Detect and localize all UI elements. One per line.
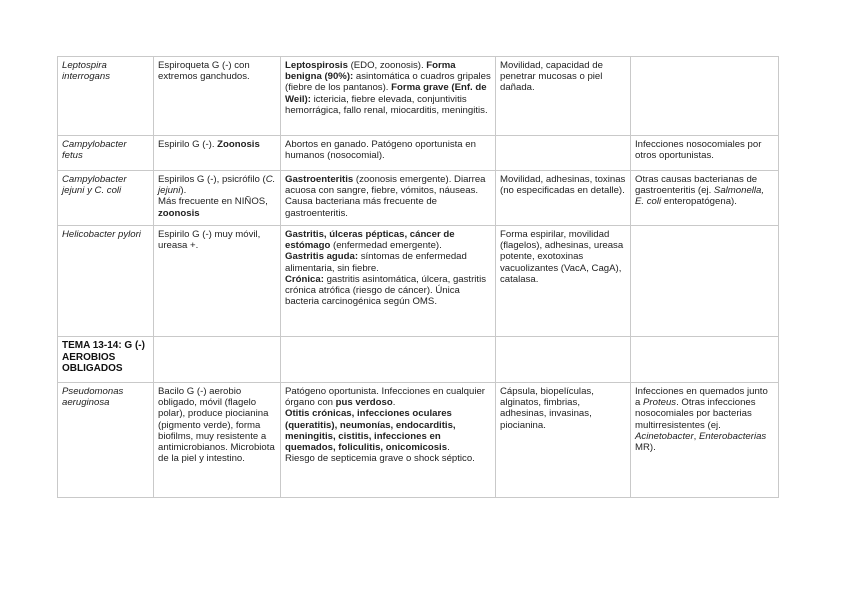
text-run: Bacilo G (-) aerobio obligado, móvil (flagelo polar), produce piocianina (pigmento verde), forma biofilms, muy resistente a antimicrobianos. Microbiota de la piel y intestino.: [158, 386, 275, 465]
table-row: [58, 136, 779, 171]
text-run: Espirilos G (-), psicrófilo (: [158, 174, 266, 185]
table-row: [58, 57, 779, 136]
text-line: [62, 139, 149, 161]
organism-cell: [58, 383, 154, 498]
text-line: [285, 386, 491, 408]
table-row: [58, 171, 779, 226]
empty-cell: [631, 337, 779, 383]
text-line: [285, 229, 491, 251]
text-line: [62, 60, 149, 82]
text-run: .: [392, 397, 396, 409]
text-run: Patógeno oportunista. Infecciones en cualquier órgano con: [285, 386, 486, 409]
text-line: [500, 229, 626, 285]
organism-cell: [58, 136, 154, 171]
bold-text: zoonosis: [158, 207, 200, 219]
italic-text: Campylobacter jejuni y C. coli: [62, 174, 127, 197]
italic-text: Salmonella, E. coli: [635, 185, 765, 208]
bold-text: Gastritis, úlceras pépticas, cáncer de estómago: [285, 229, 455, 252]
text-run: Otras causas bacterianas de gastroenteritis (ej.: [635, 174, 758, 197]
table-body: [58, 57, 779, 498]
text-line: [285, 139, 491, 161]
text-line: [500, 60, 626, 94]
text-run: síntomas de enfermedad alimentaria, sin fiebre.: [285, 251, 467, 274]
text-line: [500, 386, 626, 431]
notes-cell: [631, 136, 779, 171]
italic-text: Leptospira interrogans: [62, 60, 110, 83]
section-header-row: [58, 337, 779, 383]
text-line: [158, 174, 276, 196]
text-run: gastritis asintomática, úlcera, gastritis crónica atrófica (riesgo de cáncer). Única bacteria carcinogénica según OMS.: [285, 273, 487, 308]
organism-cell: [58, 57, 154, 136]
text-run: Infecciones nosocomiales por otros oportunistas.: [635, 139, 762, 162]
text-line: [62, 174, 149, 196]
text-run: Riesgo de septicemia grave o shock séptico.: [285, 453, 475, 465]
virulence-cell: [496, 57, 631, 136]
virulence-cell: [496, 226, 631, 337]
text-line: [62, 229, 149, 240]
italic-text: Acinetobacter: [635, 430, 694, 442]
text-line: [158, 139, 276, 150]
text-run: Abortos en ganado. Patógeno oportunista en humanos (nosocomial).: [285, 139, 476, 162]
text-line: [285, 453, 491, 464]
disease-cell: [281, 57, 496, 136]
empty-cell: [154, 337, 281, 383]
text-run: ,: [693, 430, 700, 442]
bold-text: Crónica:: [285, 273, 324, 285]
disease-cell: [281, 226, 496, 337]
text-line: [285, 174, 491, 219]
disease-cell: [281, 383, 496, 498]
text-run: (zoonosis emergente). Diarrea acuosa con sangre, fiebre, vómitos, náuseas. Causa bacteriana más frecuente de gastroenteritis.: [285, 174, 486, 219]
description-cell: [154, 57, 281, 136]
italic-text: C. jejuni: [158, 174, 276, 197]
bold-text: Forma benigna (90%):: [285, 60, 456, 83]
text-line: [635, 174, 774, 208]
text-line: [62, 340, 149, 375]
text-run: Espirilo G (-).: [158, 139, 218, 150]
notes-cell: [631, 226, 779, 337]
italic-text: Proteus: [643, 397, 677, 409]
text-line: [285, 274, 491, 308]
bold-text: Otitis crónicas, infecciones oculares (queratitis), neumonías, endocarditis, meningitis, cistitis, infecciones en quemados, foliculitis, onicomicosis: [285, 408, 456, 454]
bold-text: Forma grave (Enf. de Weil):: [285, 82, 487, 105]
table-row: [58, 383, 779, 498]
text-line: [158, 60, 276, 82]
text-line: [158, 386, 276, 464]
italic-text: Enterobacterias: [699, 430, 767, 442]
text-run: asintomática o cuadros gripales (fiebre de los pantanos).: [285, 71, 491, 94]
disease-cell: [281, 136, 496, 171]
text-run: Movilidad, capacidad de penetrar mucosas o piel dañada.: [500, 60, 603, 94]
description-cell: [154, 171, 281, 226]
text-run: Movilidad, adhesinas, toxinas (no especificadas en detalle).: [500, 174, 626, 197]
notes-cell: [631, 383, 779, 498]
text-line: [285, 251, 491, 273]
text-run: Infecciones en quemados junto a: [635, 386, 768, 409]
bold-text: TEMA 13-14: G (-) AEROBIOS OBLIGADOS: [62, 340, 145, 374]
virulence-cell: [496, 136, 631, 171]
disease-cell: [281, 171, 496, 226]
italic-text: Campylobacter fetus: [62, 139, 127, 162]
text-run: Espiroqueta G (-) con extremos ganchudos.: [158, 60, 250, 83]
bold-text: Gastroenteritis: [285, 174, 354, 185]
text-run: . Otras infecciones nosocomiales por bacterias multirresistentes (ej.: [635, 397, 756, 431]
empty-cell: [281, 337, 496, 383]
text-run: enteropatógena).: [661, 196, 737, 208]
text-run: (EDO, zoonosis).: [347, 60, 427, 71]
text-run: (enfermedad emergente).: [330, 240, 442, 252]
text-line: [500, 174, 626, 196]
italic-text: Helicobacter pylori: [62, 229, 141, 240]
text-line: [285, 408, 491, 453]
bold-text: pus verdoso: [335, 397, 393, 409]
description-cell: [154, 136, 281, 171]
notes-cell: [631, 57, 779, 136]
section-title-cell: [58, 337, 154, 383]
bold-text: Zoonosis: [217, 139, 260, 150]
virulence-cell: [496, 383, 631, 498]
notes-cell: [631, 171, 779, 226]
text-line: [635, 386, 774, 453]
table-row: [58, 226, 779, 337]
empty-cell: [496, 337, 631, 383]
description-cell: [154, 226, 281, 337]
description-cell: [154, 383, 281, 498]
text-run: Cápsula, biopelículas, alginatos, fimbrias, adhesinas, invasinas, piocianina.: [500, 386, 594, 431]
text-run: ).: [180, 185, 187, 197]
text-line: [158, 196, 276, 218]
text-line: [158, 229, 276, 251]
text-line: [285, 60, 491, 116]
organism-cell: [58, 171, 154, 226]
text-line: [635, 139, 774, 161]
bold-text: Leptospirosis: [285, 60, 348, 71]
text-run: Espirilo G (-) muy móvil, ureasa +.: [158, 229, 261, 252]
text-run: MR).: [635, 442, 656, 454]
text-line: [62, 386, 149, 408]
virulence-cell: [496, 171, 631, 226]
bacteria-table: [57, 56, 779, 498]
organism-cell: [58, 226, 154, 337]
bold-text: Gastritis aguda:: [285, 251, 359, 263]
text-run: .: [447, 442, 450, 454]
text-run: Más frecuente en NIÑOS,: [158, 196, 268, 208]
text-run: Forma espirilar, movilidad (flagelos), adhesinas, ureasa potente, exotoxinas vacuolizantes (VacA, CagA), catalasa.: [500, 229, 624, 285]
text-run: ictericia, fiebre elevada, conjuntivitis hemorrágica, fallo renal, miocarditis, meningitis.: [285, 93, 488, 116]
italic-text: Pseudomonas aeruginosa: [62, 386, 124, 409]
